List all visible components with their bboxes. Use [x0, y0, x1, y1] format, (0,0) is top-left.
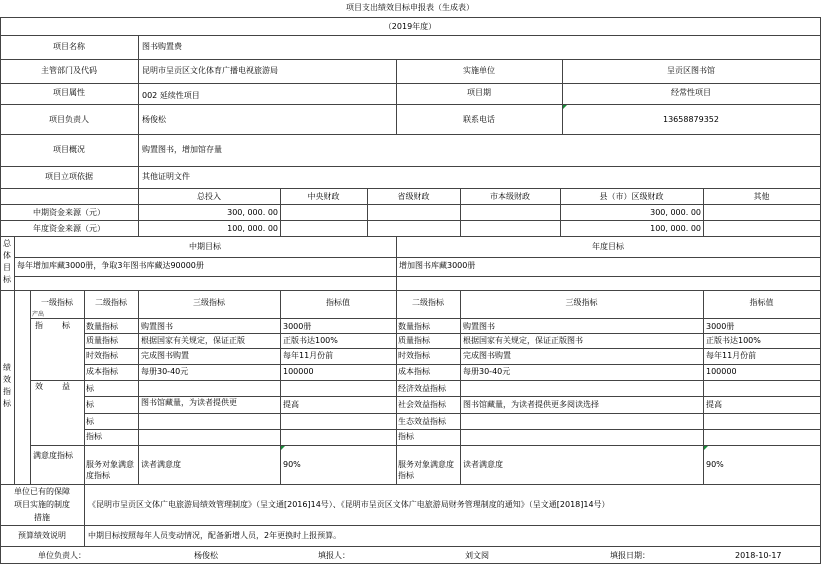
year-level3-timeliness: 完成图书购置 — [463, 351, 511, 360]
date-label: 填报日期： — [610, 551, 650, 560]
year-value-quantity: 3000册 — [706, 322, 735, 331]
year-level3-satisfaction: 读者满意度 — [463, 460, 503, 469]
mid-fund-label: 中期资金来源（元） — [33, 208, 105, 217]
project-name-value: 图书购置费 — [142, 42, 182, 51]
mid-level2-cost: 成本指标 — [86, 367, 118, 376]
report-title: 项目支出绩效目标申报表（生成表） — [346, 3, 474, 12]
unit-owner-label: 单位负责人： — [38, 551, 86, 560]
year-value-quality: 正版书达100% — [706, 336, 761, 345]
period-value: 经常性项目 — [671, 88, 711, 97]
mid-value-quantity: 3000册 — [283, 322, 312, 331]
filler-label: 填报人： — [318, 551, 350, 560]
date-value: 2018-10-17 — [735, 551, 782, 560]
impl-unit-label: 实施单位 — [463, 66, 495, 75]
year-fund-label: 年度资金来源（元） — [33, 224, 105, 233]
fund-header-other: 其他 — [753, 192, 770, 201]
mid-value-cost: 100000 — [283, 367, 314, 376]
header-level2-mid: 二级指标 — [95, 298, 127, 307]
level1-output-a: 产出 — [32, 311, 45, 318]
project-name-label: 项目名称 — [53, 42, 85, 51]
header-value-mid: 指标值 — [326, 298, 350, 307]
level1-satisfaction: 满意度指标 — [33, 451, 73, 460]
system-label-line3: 措施 — [34, 513, 50, 522]
year-level2-quality: 质量指标 — [398, 336, 430, 345]
attr-value: 002 延续性项目 — [142, 91, 200, 100]
year-level3-social: 图书馆藏量，为读者提供更多阅读选择 — [463, 400, 599, 409]
mid-level3-timeliness: 完成图书购置 — [141, 351, 189, 360]
dept-value: 昆明市呈贡区文化体育广播电视旅游局 — [142, 66, 278, 75]
year-fund-county: 100, 000. 00 — [650, 224, 701, 233]
header-value-year: 指标值 — [749, 298, 774, 307]
owner-value: 杨俊松 — [142, 115, 166, 124]
year-level2-timeliness: 时效指标 — [398, 351, 430, 360]
fund-header-city: 市本级财政 — [490, 192, 530, 201]
system-value: 《昆明市呈贡区文体广电旅游局绩效管理制度》（呈文通[2016]14号）、《昆明市呈贡区文体广电旅游局财务管理制度的通知》（呈文通[2018]14号） — [88, 500, 610, 509]
mid-level3-cost: 每册30-40元 — [141, 367, 189, 376]
mid-fund-county: 300, 000. 00 — [650, 208, 701, 217]
mid-level3-satisfaction: 读者满意度 — [141, 460, 181, 469]
mid-value-quality: 正版书达100% — [283, 336, 338, 345]
mid-level2-timeliness: 时效指标 — [86, 351, 118, 360]
year-value-cost: 100000 — [706, 367, 737, 376]
level1-output-b: 指 — [35, 321, 43, 330]
dept-label: 主管部门及代码 — [41, 66, 97, 75]
mid-level2-quantity: 数量指标 — [86, 322, 118, 331]
unit-owner-value: 杨俊松 — [194, 551, 218, 560]
overall-goal-side-label: 总体目标 — [3, 239, 11, 284]
mid-value-satisfaction: 90% — [283, 460, 301, 469]
year-level2-quantity: 数量指标 — [398, 322, 430, 331]
mid-level2-extra: 指标 — [86, 432, 102, 441]
mid-level2-ecology: 标 — [86, 417, 94, 426]
year-level3-quantity: 购置图书 — [463, 322, 495, 331]
header-level3-mid: 三级指标 — [193, 298, 225, 307]
report-year: （2019年度） — [383, 22, 437, 31]
year-level2-economic: 经济效益指标 — [398, 384, 446, 393]
comment-marker — [281, 446, 285, 450]
mid-level2-satisfaction: 服务对象满意度指标 — [86, 460, 134, 480]
year-goal-header: 年度目标 — [592, 242, 624, 251]
year-level3-quality: 根据国家有关规定，保证正版图书 — [463, 336, 583, 345]
fund-header-central: 中央财政 — [307, 192, 340, 201]
year-level2-social: 社会效益指标 — [398, 400, 446, 409]
header-level1: 一级指标 — [41, 298, 73, 307]
year-level3-cost: 每册30-40元 — [463, 367, 511, 376]
mid-value-social: 提高 — [283, 400, 299, 409]
system-label-line2: 项目实施的制度 — [14, 500, 70, 509]
mid-level2-economic: 标 — [86, 384, 94, 393]
fund-header-province: 省级财政 — [397, 192, 430, 201]
comment-marker — [704, 446, 708, 450]
year-fund-total: 100, 000. 00 — [227, 224, 278, 233]
system-label-line1: 单位已有的保障 — [14, 487, 70, 496]
year-level2-satisfaction: 服务对象满意度指标 — [398, 460, 454, 480]
header-level2-year: 二级指标 — [412, 298, 444, 307]
mid-level2-social: 标 — [86, 400, 94, 409]
mid-fund-total: 300, 000. 00 — [227, 208, 278, 217]
filler-value: 刘文阅 — [465, 551, 489, 560]
mid-level3-quantity: 购置图书 — [141, 322, 173, 331]
level1-output-c: 标 — [62, 321, 70, 330]
header-level3-year: 三级指标 — [565, 298, 598, 307]
overview-label: 项目概况 — [53, 145, 85, 154]
year-value-timeliness: 每年11月份前 — [706, 351, 757, 360]
year-value-satisfaction: 90% — [706, 460, 724, 469]
budget-label: 预算绩效说明 — [18, 531, 66, 540]
phone-label: 联系电话 — [463, 115, 495, 124]
mid-value-timeliness: 每年11月份前 — [283, 351, 334, 360]
mid-level3-social: 图书馆藏量，为读者提供更 — [141, 398, 237, 407]
year-level2-extra: 指标 — [398, 432, 414, 441]
perf-side-label: 绩效指标 — [3, 363, 11, 408]
year-goal-text: 增加图书库藏3000册 — [399, 261, 476, 270]
level1-benefit-a: 效 — [35, 382, 43, 391]
attr-label: 项目属性 — [53, 88, 85, 97]
year-value-social: 提高 — [706, 400, 722, 409]
fund-header-county: 县（市）区级财政 — [599, 192, 664, 201]
mid-level3-quality: 根据国家有关规定，保证正版 — [141, 336, 245, 345]
phone-value: 13658879352 — [663, 115, 719, 124]
mid-goal-text: 每年增加库藏3000册，争取3年图书库藏达90000册 — [17, 261, 204, 270]
year-level2-cost: 成本指标 — [398, 367, 430, 376]
period-label: 项目期 — [467, 88, 491, 97]
comment-marker — [563, 105, 567, 109]
year-level2-ecology: 生态效益指标 — [398, 417, 446, 426]
overview-value: 购置图书，增加馆存量 — [142, 145, 222, 154]
mid-goal-header: 中期目标 — [189, 242, 221, 251]
owner-label: 项目负责人 — [49, 115, 89, 124]
basis-label: 项目立项依据 — [45, 172, 93, 181]
basis-value: 其他证明文件 — [142, 172, 190, 181]
budget-value: 中期目标按照每年人员变动情况，配备新增人员，2年更换时上报预算。 — [88, 531, 342, 540]
impl-unit-value: 呈贡区图书馆 — [667, 66, 715, 75]
fund-header-total: 总投入 — [197, 192, 221, 201]
mid-level2-quality: 质量指标 — [86, 336, 118, 345]
level1-benefit-b: 益 — [62, 382, 70, 391]
